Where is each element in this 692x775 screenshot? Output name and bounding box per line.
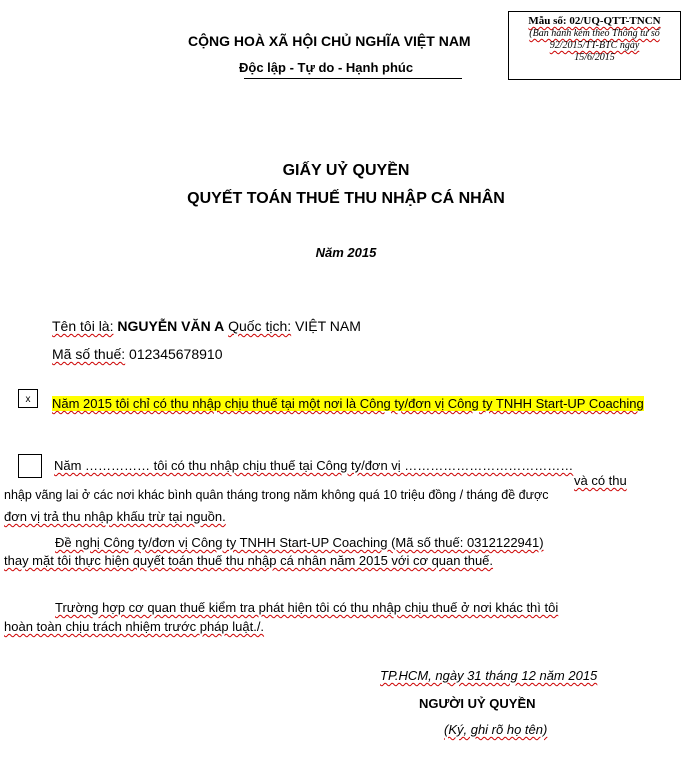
option1-checkbox[interactable]: x [18, 389, 38, 408]
option2-checkbox[interactable] [18, 454, 42, 478]
nationality-value[interactable]: VIỆT NAM [295, 318, 361, 334]
tax-value[interactable]: 012345678910 [129, 346, 223, 362]
document-title: GIẤY UỶ QUYỀN [282, 162, 410, 179]
nation-heading: CỘNG HOÀ XÃ HỘI CHỦ NGHĨA VIỆT NAM [188, 33, 471, 49]
form-code-box [508, 11, 681, 80]
option2-line2: nhập vãng lai ở các nơi khác bình quân tháng trong năm không quá 10 triệu đồng / tháng đề được [4, 488, 549, 502]
form-code-number: Mẫu số: 02/UQ-QTT-TNCN [528, 15, 661, 27]
option2-line3: đơn vị trả thu nhập khấu trừ tại nguồn. [4, 509, 226, 524]
name-label: Tên tôi là: [52, 318, 114, 334]
form-code-date: 15/6/2015 [574, 52, 615, 63]
signature-note: (Ký, ghi rõ họ tên) [444, 722, 548, 737]
request-line1: Đề nghị Công ty/đơn vị Công ty TNHH Start-UP Coaching (Mã số thuế: 0312122941) [55, 535, 544, 550]
motto: Độc lập - Tự do - Hạnh phúc [239, 60, 414, 75]
nationality-label: Quốc tịch: [228, 318, 292, 334]
form-code-circular: 92/2015/TT-BTC ngày [549, 40, 640, 51]
signer-title: NGƯỜI UỶ QUYỀN [419, 696, 536, 711]
option1-label: Năm 2015 tôi chỉ có thu nhập chịu thuế tại một nơi là Công ty/đơn vị Công ty TNHH Start-UP Coaching [52, 396, 644, 411]
option1-text [52, 396, 652, 412]
name-line [52, 318, 361, 334]
signature-date: TP.HCM, ngày 31 tháng 12 năm 2015 [380, 668, 598, 683]
form-code-issued-by: (Ban hành kèm theo Thông tư số [529, 28, 660, 39]
tax-label: Mã số thuế: [52, 346, 126, 362]
option2-line1: Năm …………… tôi có thu nhập chịu thuế tại Công ty/đơn vị ………………………………… [54, 458, 574, 473]
request-line2: thay mặt tôi thực hiện quyết toán thuế thu nhập cá nhân năm 2015 với cơ quan thuế. [4, 553, 494, 568]
document-subtitle: QUYẾT TOÁN THUẾ THU NHẬP CÁ NHÂN [187, 190, 505, 207]
option2-tail: và có thu [574, 473, 627, 488]
year-line: Năm 2015 [315, 245, 377, 260]
name-value[interactable]: NGUYỄN VĂN A [117, 318, 225, 334]
tax-line [52, 346, 222, 362]
responsibility-line2: hoàn toàn chịu trách nhiệm trước pháp luật./. [4, 619, 265, 634]
responsibility-line1: Trường hợp cơ quan thuế kiểm tra phát hiện tôi có thu nhập chịu thuế ở nơi khác thì tôi [55, 600, 559, 615]
motto-underline [244, 78, 462, 79]
